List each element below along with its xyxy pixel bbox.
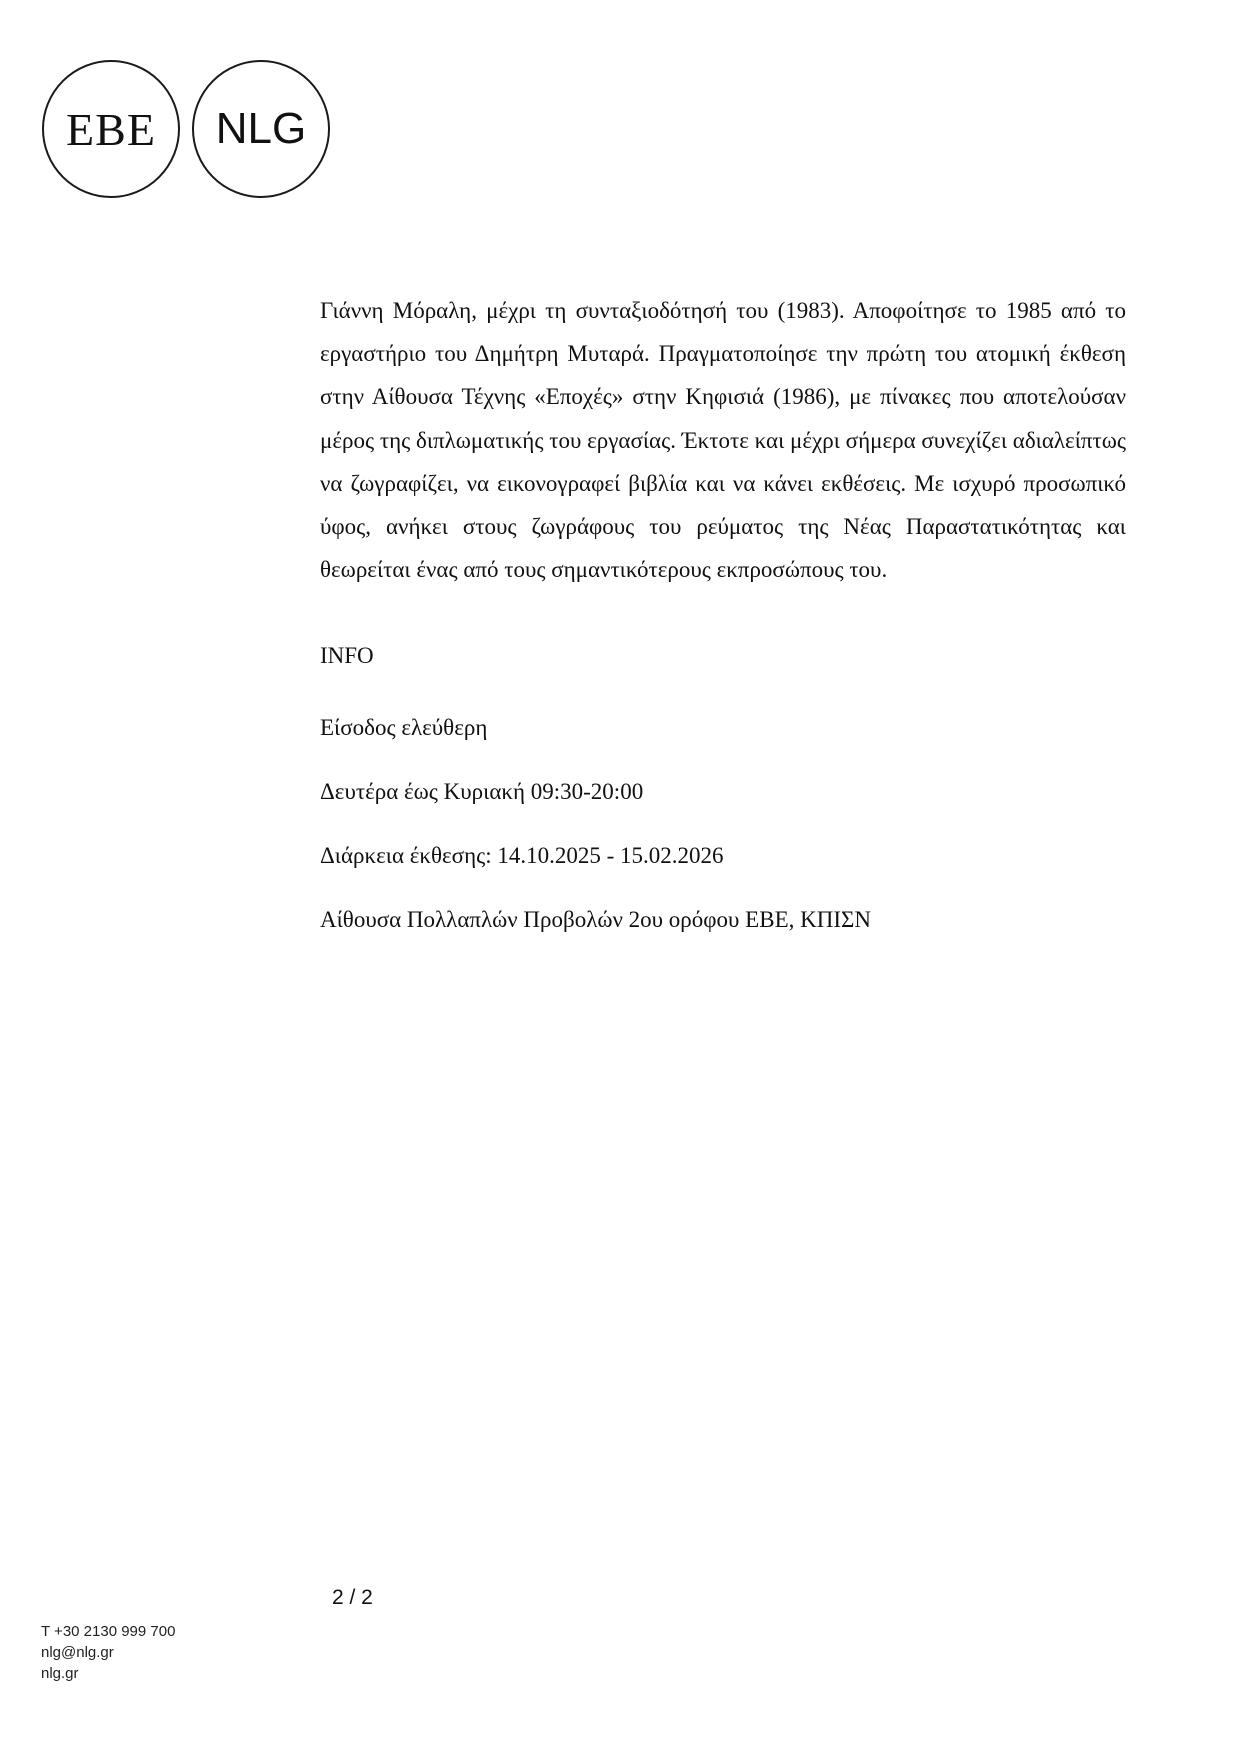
document-body: [320, 289, 1126, 935]
ebe-logo-circle: [42, 60, 180, 198]
nlg-logo-circle: [192, 60, 330, 198]
info-admission: Είσοδος ελεύθερη: [320, 715, 488, 741]
footer-phone: T +30 2130 999 700: [41, 1623, 176, 1640]
info-venue: Αίθουσα Πολλαπλών Προβολών 2ου ορόφου ΕΒΕ, ΚΠΙΣΝ: [320, 907, 871, 933]
info-opening-hours: Δευτέρα έως Κυριακή 09:30-20:00: [320, 779, 644, 805]
info-heading: INFO: [320, 643, 374, 669]
ebe-logo-text: EBE: [66, 103, 156, 155]
footer-contact: [41, 1621, 175, 1684]
logo: [42, 60, 330, 198]
info-exhibition-duration: Διάρκεια έκθεσης: 14.10.2025 - 15.02.2026: [320, 843, 724, 869]
bio-paragraph: Γιάννη Μόραλη, μέχρι τη συνταξιοδότησή του (1983). Αποφοίτησε το 1985 από το εργαστήριο του Δημήτρη Μυταρά. Πραγματοποίησε την πρώτη του ατομική έκθεση στην Αίθουσα Τέχνης «Εποχές» στην Κηφισιά (1986), με πίνακες που αποτελούσαν μέρος της διπλωματικής του εργασίας. Έκτοτε και μέχρι σήμερα συνεχίζει αδιαλείπτως να ζωγραφίζει, να εικονογραφεί βιβλία και να κάνει εκθέσεις. Με ισχυρό προσωπικό ύφος, ανήκει στους ζωγράφους του ρεύματος της Νέας Παραστατικότητας και θεωρείται ένας από τους σημαντικότερους εκπροσώπους του.: [320, 298, 1126, 583]
nlg-logo-text: NLG: [215, 104, 307, 153]
footer-email: nlg@nlg.gr: [41, 1644, 114, 1661]
page-number: 2 / 2: [332, 1586, 373, 1609]
footer-website: nlg.gr: [41, 1665, 79, 1682]
